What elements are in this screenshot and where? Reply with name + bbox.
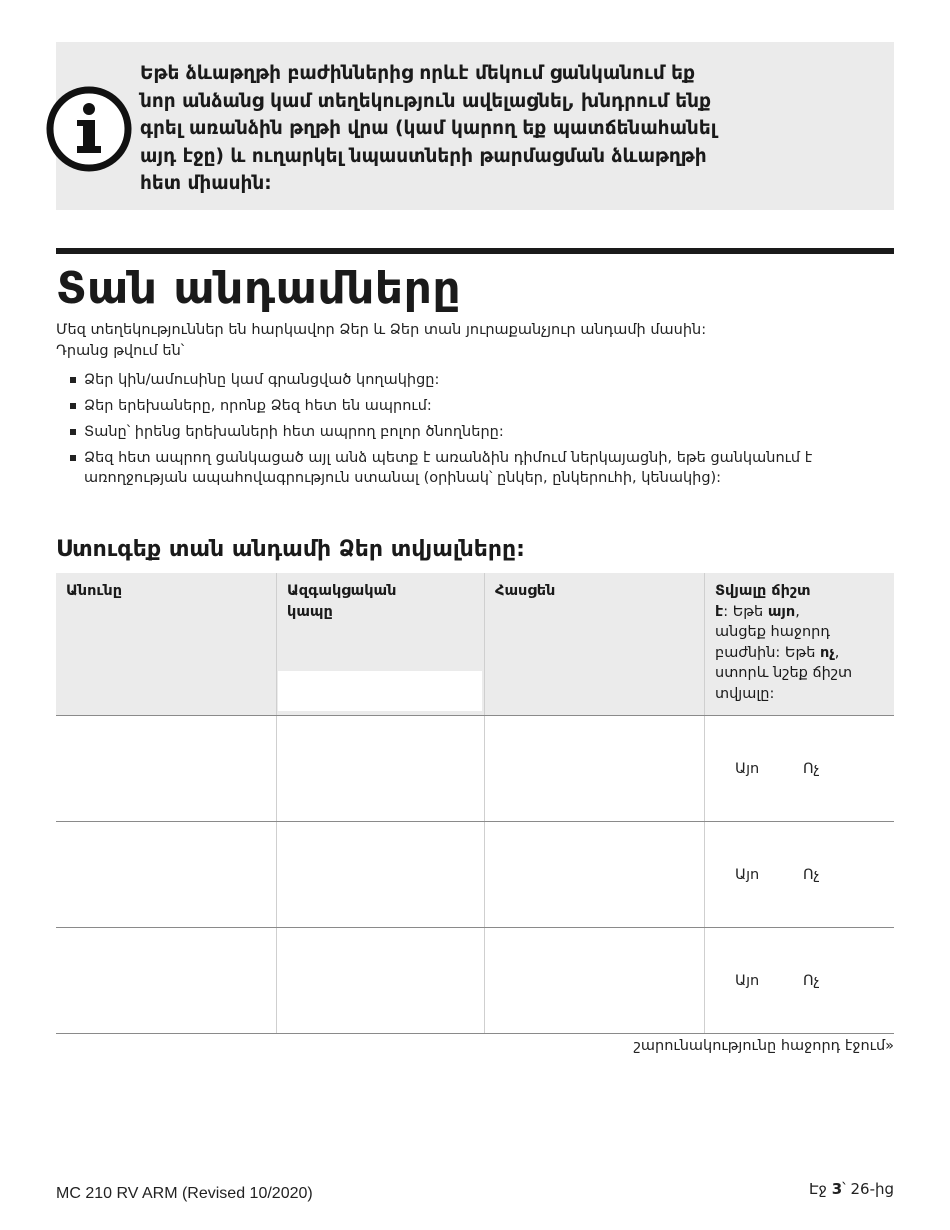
header-relation-line: կապը (287, 603, 333, 620)
yes-option[interactable]: Այո (735, 761, 760, 777)
address-cell[interactable] (484, 928, 704, 1033)
no-option[interactable]: Ոչ (803, 867, 820, 883)
header-correct-text: տվյալը: (715, 685, 775, 702)
list-item: Ձեր կին/ամուսինը կամ գրանցված կողակիցը: (70, 370, 890, 390)
page-suffix: ՝ 26-ից (842, 1180, 894, 1198)
info-text (140, 60, 880, 198)
header-correct-text: է (715, 603, 724, 620)
member-type-list (70, 370, 890, 494)
header-correct (704, 573, 894, 715)
address-cell[interactable] (484, 822, 704, 927)
intro-text (56, 320, 886, 362)
household-table (56, 573, 894, 1034)
header-relation-line: Ազգակցական (287, 583, 397, 599)
name-cell[interactable] (56, 716, 276, 821)
info-icon (44, 84, 134, 174)
table-header (56, 573, 894, 715)
header-correct-text: , (795, 603, 800, 620)
section-rule (56, 248, 894, 254)
info-text-line: հետ միասին: (140, 173, 272, 194)
header-correct-text: բաժնին: Եթե (715, 644, 821, 661)
page-title: Տան անդամները (56, 263, 462, 314)
info-text-line: Եթե ձևաթղթի բաժիններից որևէ մեկում ցանկանում եք (140, 63, 696, 84)
correct-cell (704, 716, 894, 821)
info-text-line: նոր անձանց կամ տեղեկություն ավելացնել, խնդրում ենք (140, 90, 711, 112)
page-number (809, 1180, 894, 1198)
section-heading: Ստուգեք տան անդամի Ձեր տվյալները: (56, 537, 525, 562)
no-option[interactable]: Ոչ (803, 973, 820, 989)
relation-cell[interactable] (276, 716, 484, 821)
continued-note: շարունակությունը հաջորդ էջում» (633, 1038, 894, 1054)
relation-cell[interactable] (276, 822, 484, 927)
header-correct-text: , (834, 644, 840, 661)
table-row (56, 821, 894, 927)
page-current: 3 (831, 1180, 843, 1198)
table-row (56, 927, 894, 1034)
header-correct-text: անցեք հաջորդ (715, 624, 830, 640)
address-cell[interactable] (484, 716, 704, 821)
header-correct-text: : Եթե (723, 603, 768, 620)
relation-blank-field[interactable] (278, 671, 482, 711)
header-name: Անունը (66, 583, 122, 599)
yes-option[interactable]: Այո (735, 973, 760, 989)
correct-cell (704, 822, 894, 927)
list-item: Ձեզ հետ ապրող ցանկացած այլ անձ պետք է առանձին դիմում ներկայացնի, եթե ցանկանում է առողջության ապահովագրություն ստանալ (օրինակ՝ ընկեր, ընկերուհի, կենակից): (70, 448, 890, 488)
name-cell[interactable] (56, 928, 276, 1033)
no-option[interactable]: Ոչ (803, 761, 820, 777)
yes-option[interactable]: Այո (735, 867, 760, 883)
header-correct-text: ստորև նշեք ճիշտ (715, 665, 853, 681)
header-correct-text: Տվյալը ճիշտ (715, 583, 811, 599)
form-id: MC 210 RV ARM (Revised 10/2020) (56, 1185, 313, 1202)
name-cell[interactable] (56, 822, 276, 927)
header-no-word: ոչ (820, 644, 835, 661)
header-address: Հասցեն (484, 573, 704, 715)
header-yes-word: այո (767, 603, 796, 620)
list-item: Ձեր երեխաները, որոնք Ձեզ հետ են ապրում: (70, 396, 890, 416)
correct-cell (704, 928, 894, 1033)
info-text-line: գրել առանձին թղթի վրա (կամ կարող եք պատճենահանել (140, 118, 717, 139)
intro-line: Մեզ տեղեկություններ են հարկավոր Ձեր և Ձեր տան յուրաքանչյուր անդամի մասին: (56, 322, 707, 338)
page-prefix: Էջ (808, 1180, 832, 1198)
list-item: Տանը՝ իրենց երեխաների հետ ապրող բոլոր ծնողները: (70, 422, 890, 442)
table-row (56, 715, 894, 821)
info-text-line: այդ էջը) և ուղարկել նպաստների թարմացման ձևաթղթի (140, 145, 707, 167)
relation-cell[interactable] (276, 928, 484, 1033)
intro-line: Դրանց թվում են՝ (56, 343, 185, 359)
